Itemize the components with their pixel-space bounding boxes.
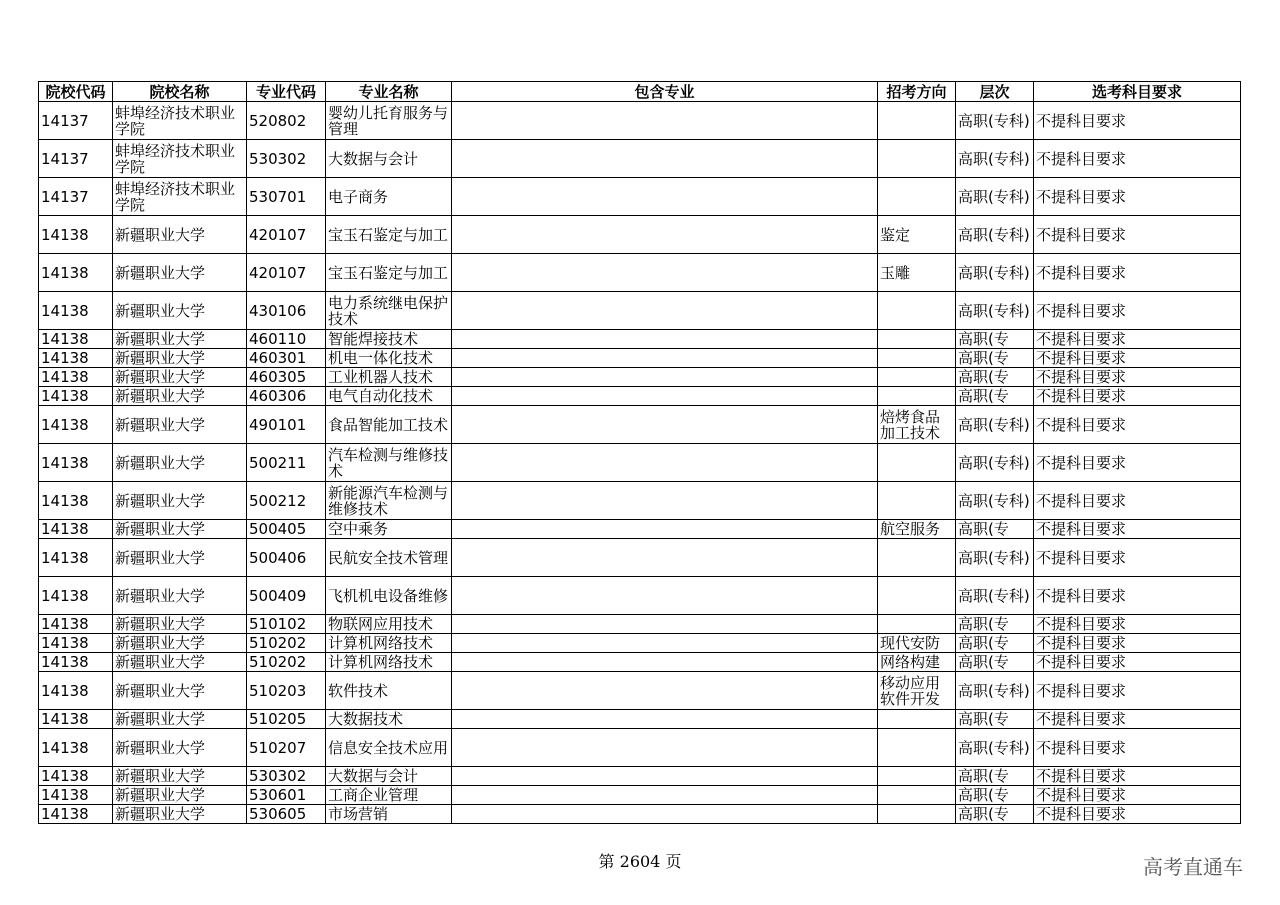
cell-major-code: 500409 [247, 577, 326, 615]
cell-direction [878, 577, 956, 615]
cell-level: 高职(专 [956, 653, 1034, 672]
cell-direction: 现代安防 [878, 634, 956, 653]
cell-direction [878, 140, 956, 178]
cell-subject-requirement: 不提科目要求 [1034, 805, 1241, 824]
cell-direction [878, 387, 956, 406]
cell-major-name: 智能焊接技术 [326, 330, 452, 349]
cell-level: 高职(专科) [956, 672, 1034, 710]
cell-level: 高职(专 [956, 786, 1034, 805]
cell-subject-requirement: 不提科目要求 [1034, 634, 1241, 653]
cell-school-code: 14138 [39, 729, 113, 767]
cell-major-code: 530605 [247, 805, 326, 824]
cell-direction [878, 729, 956, 767]
cell-major-code: 500211 [247, 444, 326, 482]
table-row [39, 615, 1241, 634]
cell-level: 高职(专科) [956, 729, 1034, 767]
cell-major-code: 510202 [247, 634, 326, 653]
cell-school-name: 蚌埠经济技术职业学院 [113, 102, 247, 140]
header-included-majors: 包含专业 [452, 82, 878, 102]
cell-major-code: 510203 [247, 672, 326, 710]
cell-school-code: 14138 [39, 349, 113, 368]
cell-school-code: 14138 [39, 710, 113, 729]
cell-included-majors [452, 615, 878, 634]
cell-level: 高职(专 [956, 387, 1034, 406]
cell-included-majors [452, 539, 878, 577]
cell-major-name: 软件技术 [326, 672, 452, 710]
cell-school-code: 14138 [39, 520, 113, 539]
header-school-name: 院校名称 [113, 82, 247, 102]
cell-subject-requirement: 不提科目要求 [1034, 102, 1241, 140]
cell-major-code: 510207 [247, 729, 326, 767]
table-row [39, 520, 1241, 539]
cell-major-name: 电子商务 [326, 178, 452, 216]
cell-major-code: 500406 [247, 539, 326, 577]
cell-school-name: 新疆职业大学 [113, 767, 247, 786]
table-row [39, 330, 1241, 349]
cell-included-majors [452, 254, 878, 292]
cell-major-code: 500405 [247, 520, 326, 539]
cell-major-name: 空中乘务 [326, 520, 452, 539]
cell-major-name: 宝玉石鉴定与加工 [326, 216, 452, 254]
cell-school-name: 新疆职业大学 [113, 672, 247, 710]
cell-subject-requirement: 不提科目要求 [1034, 729, 1241, 767]
header-major-name: 专业名称 [326, 82, 452, 102]
cell-major-name: 飞机机电设备维修 [326, 577, 452, 615]
cell-school-name: 蚌埠经济技术职业学院 [113, 140, 247, 178]
cell-direction: 网络构建 [878, 653, 956, 672]
table-row [39, 140, 1241, 178]
cell-included-majors [452, 767, 878, 786]
cell-major-code: 460306 [247, 387, 326, 406]
cell-level: 高职(专 [956, 368, 1034, 387]
cell-major-code: 530601 [247, 786, 326, 805]
cell-school-name: 新疆职业大学 [113, 292, 247, 330]
cell-school-name: 新疆职业大学 [113, 805, 247, 824]
cell-subject-requirement: 不提科目要求 [1034, 368, 1241, 387]
cell-direction [878, 786, 956, 805]
cell-subject-requirement: 不提科目要求 [1034, 444, 1241, 482]
cell-subject-requirement: 不提科目要求 [1034, 140, 1241, 178]
cell-subject-requirement: 不提科目要求 [1034, 577, 1241, 615]
cell-major-code: 460301 [247, 349, 326, 368]
cell-school-code: 14138 [39, 406, 113, 444]
cell-school-code: 14138 [39, 767, 113, 786]
cell-direction [878, 482, 956, 520]
cell-major-code: 520802 [247, 102, 326, 140]
cell-subject-requirement: 不提科目要求 [1034, 539, 1241, 577]
cell-direction [878, 539, 956, 577]
cell-level: 高职(专科) [956, 539, 1034, 577]
table-row [39, 216, 1241, 254]
cell-major-code: 490101 [247, 406, 326, 444]
cell-subject-requirement: 不提科目要求 [1034, 520, 1241, 539]
cell-direction: 玉雕 [878, 254, 956, 292]
cell-major-name: 计算机网络技术 [326, 634, 452, 653]
table-row [39, 368, 1241, 387]
cell-direction: 焙烤食品加工技术 [878, 406, 956, 444]
table-header-row [39, 82, 1241, 102]
table-row [39, 102, 1241, 140]
cell-school-name: 新疆职业大学 [113, 387, 247, 406]
cell-included-majors [452, 672, 878, 710]
cell-major-name: 电力系统继电保护技术 [326, 292, 452, 330]
cell-school-name: 新疆职业大学 [113, 330, 247, 349]
table-row [39, 710, 1241, 729]
cell-school-name: 新疆职业大学 [113, 577, 247, 615]
cell-included-majors [452, 786, 878, 805]
cell-direction: 鉴定 [878, 216, 956, 254]
table-row [39, 767, 1241, 786]
cell-school-name: 新疆职业大学 [113, 520, 247, 539]
cell-level: 高职(专科) [956, 140, 1034, 178]
table-row [39, 634, 1241, 653]
cell-included-majors [452, 330, 878, 349]
cell-school-name: 新疆职业大学 [113, 653, 247, 672]
cell-level: 高职(专科) [956, 406, 1034, 444]
table-row [39, 577, 1241, 615]
cell-major-name: 大数据与会计 [326, 767, 452, 786]
cell-direction [878, 368, 956, 387]
cell-direction: 航空服务 [878, 520, 956, 539]
cell-level: 高职(专 [956, 349, 1034, 368]
header-major-code: 专业代码 [247, 82, 326, 102]
cell-school-code: 14138 [39, 653, 113, 672]
cell-subject-requirement: 不提科目要求 [1034, 710, 1241, 729]
cell-included-majors [452, 102, 878, 140]
table-row [39, 786, 1241, 805]
cell-subject-requirement: 不提科目要求 [1034, 767, 1241, 786]
cell-subject-requirement: 不提科目要求 [1034, 330, 1241, 349]
cell-level: 高职(专科) [956, 254, 1034, 292]
cell-school-code: 14138 [39, 577, 113, 615]
cell-school-name: 新疆职业大学 [113, 615, 247, 634]
cell-level: 高职(专 [956, 710, 1034, 729]
table-row [39, 349, 1241, 368]
cell-included-majors [452, 178, 878, 216]
cell-level: 高职(专科) [956, 102, 1034, 140]
cell-level: 高职(专 [956, 330, 1034, 349]
cell-school-name: 新疆职业大学 [113, 710, 247, 729]
cell-school-code: 14138 [39, 387, 113, 406]
cell-included-majors [452, 729, 878, 767]
cell-major-name: 工业机器人技术 [326, 368, 452, 387]
cell-subject-requirement: 不提科目要求 [1034, 216, 1241, 254]
cell-major-code: 530302 [247, 140, 326, 178]
cell-school-name: 新疆职业大学 [113, 634, 247, 653]
cell-major-name: 工商企业管理 [326, 786, 452, 805]
cell-direction [878, 349, 956, 368]
cell-level: 高职(专 [956, 520, 1034, 539]
cell-school-code: 14138 [39, 292, 113, 330]
cell-school-code: 14138 [39, 672, 113, 710]
cell-major-code: 430106 [247, 292, 326, 330]
cell-direction [878, 102, 956, 140]
cell-school-code: 14138 [39, 254, 113, 292]
cell-school-code: 14138 [39, 786, 113, 805]
table-row [39, 292, 1241, 330]
cell-included-majors [452, 368, 878, 387]
cell-school-name: 新疆职业大学 [113, 786, 247, 805]
cell-included-majors [452, 710, 878, 729]
table-row [39, 482, 1241, 520]
cell-school-name: 新疆职业大学 [113, 349, 247, 368]
cell-subject-requirement: 不提科目要求 [1034, 786, 1241, 805]
cell-major-name: 信息安全技术应用 [326, 729, 452, 767]
cell-major-code: 530302 [247, 767, 326, 786]
cell-level: 高职(专科) [956, 292, 1034, 330]
cell-school-code: 14138 [39, 805, 113, 824]
cell-school-code: 14138 [39, 444, 113, 482]
cell-major-name: 婴幼儿托育服务与管理 [326, 102, 452, 140]
cell-included-majors [452, 653, 878, 672]
cell-major-name: 民航安全技术管理 [326, 539, 452, 577]
cell-level: 高职(专科) [956, 444, 1034, 482]
cell-direction [878, 444, 956, 482]
page-number: 第 2604 页 [598, 852, 682, 871]
cell-major-code: 510202 [247, 653, 326, 672]
cell-included-majors [452, 406, 878, 444]
cell-level: 高职(专科) [956, 482, 1034, 520]
cell-major-name: 电气自动化技术 [326, 387, 452, 406]
cell-level: 高职(专 [956, 634, 1034, 653]
cell-direction [878, 330, 956, 349]
table-row [39, 254, 1241, 292]
table-row [39, 672, 1241, 710]
table-body [39, 102, 1241, 824]
cell-direction [878, 292, 956, 330]
cell-major-name: 市场营销 [326, 805, 452, 824]
cell-direction [878, 710, 956, 729]
cell-level: 高职(专科) [956, 216, 1034, 254]
cell-subject-requirement: 不提科目要求 [1034, 254, 1241, 292]
table-row [39, 539, 1241, 577]
cell-school-code: 14138 [39, 216, 113, 254]
cell-included-majors [452, 482, 878, 520]
header-school-code: 院校代码 [39, 82, 113, 102]
cell-school-code: 14137 [39, 102, 113, 140]
cell-direction: 移动应用软件开发 [878, 672, 956, 710]
table-row [39, 178, 1241, 216]
watermark: 高考直通车 [1143, 855, 1243, 879]
cell-subject-requirement: 不提科目要求 [1034, 387, 1241, 406]
cell-school-name: 新疆职业大学 [113, 482, 247, 520]
cell-major-name: 物联网应用技术 [326, 615, 452, 634]
cell-subject-requirement: 不提科目要求 [1034, 292, 1241, 330]
cell-major-code: 510205 [247, 710, 326, 729]
cell-school-name: 新疆职业大学 [113, 406, 247, 444]
cell-subject-requirement: 不提科目要求 [1034, 406, 1241, 444]
cell-major-name: 新能源汽车检测与维修技术 [326, 482, 452, 520]
cell-included-majors [452, 520, 878, 539]
cell-level: 高职(专 [956, 805, 1034, 824]
cell-included-majors [452, 805, 878, 824]
cell-direction [878, 805, 956, 824]
cell-level: 高职(专 [956, 767, 1034, 786]
cell-subject-requirement: 不提科目要求 [1034, 482, 1241, 520]
cell-school-code: 14138 [39, 330, 113, 349]
cell-subject-requirement: 不提科目要求 [1034, 178, 1241, 216]
cell-level: 高职(专 [956, 615, 1034, 634]
cell-major-name: 食品智能加工技术 [326, 406, 452, 444]
admission-table [38, 81, 1241, 824]
cell-school-code: 14137 [39, 178, 113, 216]
cell-school-name: 新疆职业大学 [113, 216, 247, 254]
cell-included-majors [452, 444, 878, 482]
cell-major-code: 510102 [247, 615, 326, 634]
cell-major-code: 420107 [247, 254, 326, 292]
cell-level: 高职(专科) [956, 577, 1034, 615]
cell-included-majors [452, 140, 878, 178]
cell-school-code: 14137 [39, 140, 113, 178]
cell-included-majors [452, 634, 878, 653]
cell-school-name: 新疆职业大学 [113, 254, 247, 292]
cell-included-majors [452, 577, 878, 615]
cell-subject-requirement: 不提科目要求 [1034, 615, 1241, 634]
cell-included-majors [452, 387, 878, 406]
cell-school-name: 新疆职业大学 [113, 368, 247, 387]
table-row [39, 387, 1241, 406]
cell-included-majors [452, 292, 878, 330]
table-row [39, 444, 1241, 482]
cell-major-name: 宝玉石鉴定与加工 [326, 254, 452, 292]
header-subject-requirement: 选考科目要求 [1034, 82, 1241, 102]
cell-included-majors [452, 349, 878, 368]
cell-school-name: 新疆职业大学 [113, 729, 247, 767]
table-row [39, 729, 1241, 767]
cell-school-code: 14138 [39, 615, 113, 634]
cell-major-code: 500212 [247, 482, 326, 520]
table-row [39, 805, 1241, 824]
cell-school-code: 14138 [39, 634, 113, 653]
cell-school-code: 14138 [39, 482, 113, 520]
cell-direction [878, 767, 956, 786]
cell-subject-requirement: 不提科目要求 [1034, 349, 1241, 368]
cell-level: 高职(专科) [956, 178, 1034, 216]
header-level: 层次 [956, 82, 1034, 102]
cell-major-name: 汽车检测与维修技术 [326, 444, 452, 482]
cell-major-code: 460305 [247, 368, 326, 387]
cell-subject-requirement: 不提科目要求 [1034, 672, 1241, 710]
table-row [39, 406, 1241, 444]
cell-school-name: 蚌埠经济技术职业学院 [113, 178, 247, 216]
cell-major-name: 机电一体化技术 [326, 349, 452, 368]
cell-school-code: 14138 [39, 539, 113, 577]
cell-direction [878, 178, 956, 216]
cell-major-name: 计算机网络技术 [326, 653, 452, 672]
cell-school-name: 新疆职业大学 [113, 444, 247, 482]
cell-subject-requirement: 不提科目要求 [1034, 653, 1241, 672]
cell-major-code: 530701 [247, 178, 326, 216]
cell-direction [878, 615, 956, 634]
table-row [39, 653, 1241, 672]
cell-included-majors [452, 216, 878, 254]
cell-major-name: 大数据与会计 [326, 140, 452, 178]
cell-school-name: 新疆职业大学 [113, 539, 247, 577]
cell-major-name: 大数据技术 [326, 710, 452, 729]
cell-major-code: 460110 [247, 330, 326, 349]
cell-school-code: 14138 [39, 368, 113, 387]
header-direction: 招考方向 [878, 82, 956, 102]
cell-major-code: 420107 [247, 216, 326, 254]
